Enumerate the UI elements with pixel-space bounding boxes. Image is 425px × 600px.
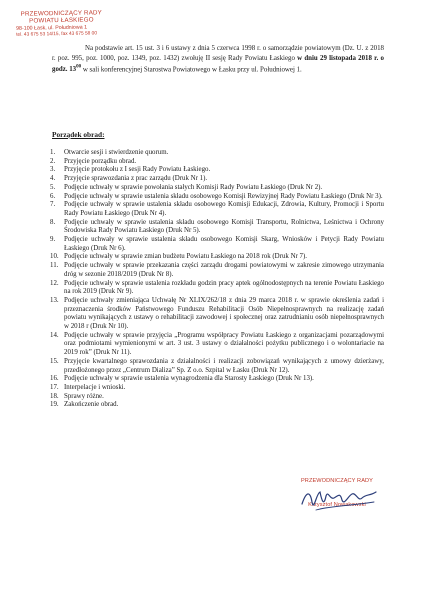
agenda-item bbox=[50, 375, 384, 384]
agenda-item-text: Podjęcie uchwały w sprawie przyjęcia „Programu współpracy Powiatu Łaskiego z organizacjami pozarządowymi oraz podmiotami wymienionymi w art. 3 ust. 3 ustawy o działalności pożytku publicznego i o wolontariacie na 2019 rok” (Druk Nr 11). bbox=[64, 331, 384, 357]
intro-location: w sali konferencyjnej Starostwa Powiatowego w Łasku przy ul. Południowej 1. bbox=[81, 66, 302, 74]
intro-date: w dniu 29 listopada 2018 r. o godz. $13^{00}$ bbox=[52, 54, 384, 74]
stamp-title: PRZEWODNICZĄCY RADY bbox=[20, 9, 103, 18]
agenda-item-text: Przyjęcie sprawozdania z prac zarządu (Druk Nr 1). bbox=[64, 175, 208, 183]
agenda-item-number: 13. bbox=[50, 296, 59, 304]
council-stamp bbox=[14, 9, 109, 39]
agenda-item-text: Podjęcie uchwały w sprawie ustalenia składu osobowego Komisji Rewizyjnej Rady Powiatu Łaskiego (Druk Nr 3). bbox=[64, 192, 383, 200]
agenda-item bbox=[50, 184, 384, 193]
agenda-item-number: 8. bbox=[50, 218, 56, 226]
chairman-title: PRZEWODNICZĄCY RADY bbox=[300, 478, 374, 484]
agenda-item bbox=[50, 175, 384, 184]
agenda-item-number: 4. bbox=[50, 175, 56, 183]
agenda-item-number: 14. bbox=[50, 331, 59, 339]
agenda-item-number: 16. bbox=[50, 375, 59, 383]
agenda-item-text: Podjęcie uchwały w sprawie ustalenia składu osobowego Komisji Skarg, Wniosków i Petycji Rady Powiatu Łaskiego (Druk Nr 6). bbox=[64, 236, 384, 252]
agenda-item bbox=[50, 393, 384, 402]
agenda-heading: Porządek obrad: bbox=[52, 130, 105, 139]
stamp-phone: tel. 43 675 53 14/15, fax 43 675 58 00 bbox=[16, 30, 98, 38]
agenda-item bbox=[50, 201, 384, 218]
handwritten-signature bbox=[296, 482, 386, 518]
agenda-item bbox=[50, 253, 384, 262]
agenda-item-text: Przyjęcie kwartalnego sprawozdania z działalności i realizacji zobowiązań wynikających z umowy dzierżawy, przedłożonego przez „Centrum Dializa” Sp. Z o.o. Szpital w Łasku (Druk Nr 12). bbox=[64, 357, 384, 374]
agenda-item-number: 7. bbox=[50, 201, 56, 209]
agenda-item-number: 2. bbox=[50, 157, 56, 165]
agenda-item-text: Podjęcie uchwały w sprawie przekazania części zarządu drogami powiatowymi w zakresie zimowego utrzymania dróg w sezonie 2018/2019 (Druk Nr 8). bbox=[64, 262, 384, 278]
agenda-item-number: 1. bbox=[50, 149, 56, 156]
agenda-item-number: 11. bbox=[50, 262, 59, 270]
agenda-item-number: 15. bbox=[50, 357, 59, 365]
intro-paragraph bbox=[52, 44, 384, 75]
agenda-item bbox=[50, 297, 384, 332]
agenda-item-text: Podjęcie uchwały w sprawie zmian budżetu Powiatu Łaskiego na 2018 rok (Druk Nr 7). bbox=[64, 253, 308, 261]
agenda-item bbox=[50, 280, 384, 297]
agenda-item-number: 5. bbox=[50, 183, 56, 191]
agenda-item bbox=[50, 401, 384, 410]
agenda-item bbox=[50, 193, 384, 202]
agenda-list bbox=[50, 149, 384, 410]
agenda-item-text: Podjęcie uchwały w sprawie ustalenia składu osobowego Komisji Edukacji, Zdrowia, Kultury, Promocji i Sportu Rady Powiatu Łaskiego (Druk Nr 4). bbox=[64, 201, 384, 217]
agenda-item-text: Zakończenie obrad. bbox=[64, 401, 119, 409]
agenda-item-text: Przyjęcie porządku obrad. bbox=[64, 157, 137, 165]
agenda-item-number: 6. bbox=[50, 192, 56, 200]
agenda-item-text: Sprawy różne. bbox=[64, 392, 104, 400]
agenda-item bbox=[50, 158, 384, 167]
agenda-item-text: Podjęcie uchwały w sprawie ustalenia wynagrodzenia dla Starosty Łaskiego (Druk Nr 13). bbox=[64, 375, 314, 383]
agenda-item-text: Interpelacje i wnioski. bbox=[64, 383, 126, 391]
agenda-item bbox=[50, 219, 384, 236]
agenda-item-text: Otwarcie sesji i stwierdzenie quorum. bbox=[64, 149, 169, 156]
agenda-item bbox=[50, 166, 384, 175]
agenda-item-number: 12. bbox=[50, 279, 59, 287]
agenda-item-number: 3. bbox=[50, 166, 56, 174]
chairman-name: Krzysztof Nowakowski bbox=[308, 502, 366, 508]
stamp-subtitle: POWIATU ŁASKIEGO bbox=[29, 16, 94, 25]
agenda-item-text: Podjęcie uchwały w sprawie powołania stałych Komisji Rady Powiatu Łaskiego (Druk Nr 2). bbox=[64, 183, 323, 191]
agenda-item-text: Podjęcie uchwały w sprawie ustalenia składu osobowego Komisji Transportu, Rolnictwa, Leśnictwa i Ochrony Środowiska Rady Powiatu Łaskiego (Druk Nr 5). bbox=[64, 218, 384, 235]
agenda-item-text: Podjęcie uchwały w sprawie ustalenia rozkładu godzin pracy aptek ogólnodostępnych na terenie Powiatu Łaskiego na rok 2019 (Druk Nr 9). bbox=[64, 279, 384, 296]
agenda-item-text: Przyjęcie protokołu z I sesji Rady Powiatu Łaskiego. bbox=[64, 166, 211, 174]
agenda-item-number: 18. bbox=[50, 392, 59, 400]
intro-text: Na podstawie art. 15 ust. 3 i 6 ustawy z dnia 5 czerwca 1998 r. o samorządzie powiatowym (Dz. U. z 2018 r. poz. 995, poz. 1000, poz. 1349, poz. 1432) zwołuję II sesję Rady Powiatu Łaskiego bbox=[52, 45, 384, 62]
stamp-address: 98-100 Łask, ul. Południowa 1 bbox=[16, 24, 88, 32]
agenda-item bbox=[50, 358, 384, 375]
agenda-item-text: Podjęcie uchwały zmieniająca Uchwałę Nr XLIX/262/18 z dnia 29 marca 2018 r. w sprawie określenia zadań i przeznaczenia środków Państwowego Funduszu Rehabilitacji Osób Niepełnosprawnych na realizację zadań powiatu wynikających z ustawy o rehabilitacji zawodowej i społecznej oraz zatrudnianiu osób niepełnosprawnych w 2018 r (Druk Nr 10). bbox=[64, 296, 384, 331]
agenda-item-number: 10. bbox=[50, 253, 59, 261]
agenda-item-number: 9. bbox=[50, 236, 56, 244]
agenda-item bbox=[50, 332, 384, 358]
agenda-item bbox=[50, 384, 384, 393]
agenda-item-number: 19. bbox=[50, 401, 59, 409]
agenda-item-number: 17. bbox=[50, 383, 59, 391]
agenda-item bbox=[50, 236, 384, 253]
agenda-item bbox=[50, 262, 384, 279]
agenda-item bbox=[50, 149, 384, 158]
